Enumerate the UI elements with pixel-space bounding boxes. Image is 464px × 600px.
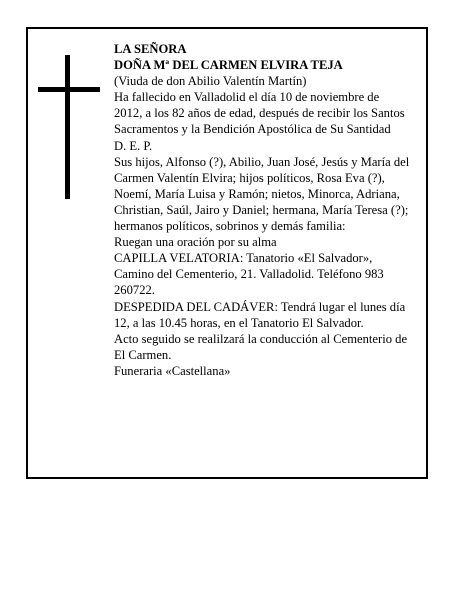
obituary-notice (26, 27, 428, 479)
cross-vertical-bar (65, 55, 70, 199)
chapel-info: CAPILLA VELATORIA: Tanatorio «El Salvador», Camino del Cementerio, 21. Valladolid. Teléfono 983 260722. (114, 251, 384, 298)
cross-horizontal-bar (38, 87, 100, 92)
prayer-request: Ruegan una oración por su alma (114, 235, 277, 250)
cross-icon (38, 55, 102, 199)
procession-info: Acto seguido se realilzará la conducción al Cementerio de El Carmen. (114, 331, 408, 362)
notice-text-block (114, 41, 410, 379)
rest-in-peace: D. E. P. (114, 138, 153, 153)
funeral-home: Funeraria «Castellana» (114, 363, 231, 378)
deceased-name: DOÑA Mª DEL CARMEN ELVIRA TEJA (114, 58, 343, 73)
notice-title: LA SEÑORA (114, 42, 187, 56)
widow-line: (Viuda de don Abilio Valentín Martín) (114, 74, 307, 89)
farewell-info: DESPEDIDA DEL CADÁVER: Tendrá lugar el lunes día 12, a las 10.45 horas, en el Tanatorio El Salvador. (114, 299, 406, 330)
family-list: Sus hijos, Alfonso (?), Abilio, Juan José, Jesús y María del Carmen Valentín Elvira; hijos políticos, Rosa Eva (?), Noemí, María Luisa y Ramón; nietos, Minorca, Adriana, Christian, Saúl, Jairo y Daniel; hermana, María Teresa (?); hermanos políticos, sobrinos y demás familia: (114, 154, 410, 234)
death-announcement: Ha fallecido en Valladolid el día 10 de noviembre de 2012, a los 82 años de edad, después de recibir los Santos Sacramentos y la Bendición Apostólica de Su Santidad (114, 90, 405, 137)
